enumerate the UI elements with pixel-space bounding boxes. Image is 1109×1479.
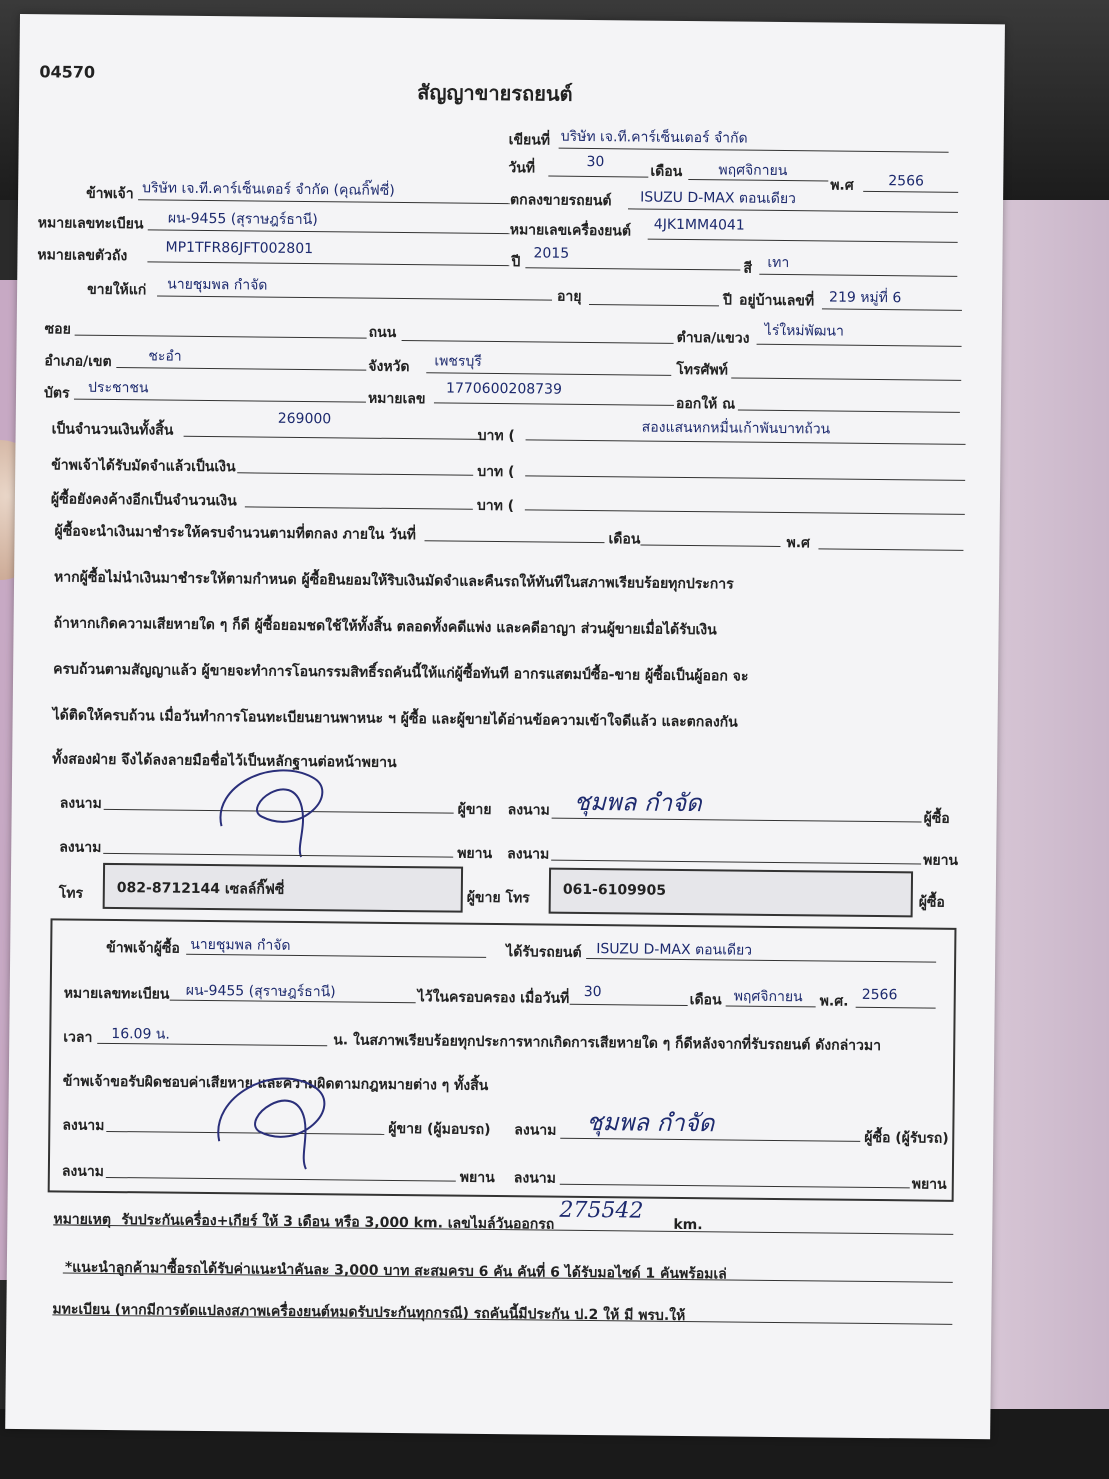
model-year-label: ปี (511, 254, 521, 271)
seller-signature (201, 746, 352, 858)
buyer-sign-label: ลงนาม (507, 802, 550, 819)
mileage-value: 275542 (559, 1197, 644, 1224)
buyer-signature: ชุมพล กำจัด (573, 787, 702, 818)
mileage-km: km. (673, 1216, 703, 1234)
plate-label: หมายเลขทะเบียน (37, 215, 144, 233)
deposit-line (237, 472, 473, 475)
receipt-liability: ข้าพเจ้าขอรับผิดชอบค่าเสียหาย และความผิดตามกฎหมายต่าง ๆ ทั้งสิ้น (62, 1073, 489, 1094)
deposit-baht-label: บาท ( (477, 463, 515, 481)
receipt-buyer-name: นายชุมพล กำจัด (190, 936, 291, 954)
receipt-month-label: เดือน (689, 992, 722, 1009)
pay-day-line (425, 540, 605, 543)
witness1-role-label: พยาน (457, 845, 493, 862)
receipt-year: 2566 (861, 986, 898, 1004)
remaining-label: ผู้ซื้อยังคงค้างอีกเป็นจำนวนเงิน (50, 491, 237, 510)
witness1-sign-label: ลงนาม (59, 839, 102, 856)
terms-line-3: ครบถ้วนตามสัญญาแล้ว ผู้ขายจะทำการโอนกรรมสิทธิ์รถคันนี้ให้แก่ผู้ซื้อทันที อากรแสตมป์ซื้อ-ขาย ผู้ซื้อเป็นผู้ออก จะ (53, 661, 749, 685)
remaining-baht-label: บาท ( (476, 497, 515, 515)
receipt-plate-label: หมายเลขทะเบียน (63, 985, 170, 1003)
day-value: 30 (586, 153, 605, 171)
receipt-received-label: ได้รับรถยนต์ (506, 944, 582, 961)
total-label: เป็นจำนวนเงินทั้งสิ้น (51, 421, 174, 439)
seller-name: บริษัท เจ.ที.คาร์เซ็นเตอร์ จำกัด (คุณกิ๊ฟซี่) (142, 180, 395, 199)
terms-line-2: ถ้าหากเกิดความเสียหายใด ๆ ก็ดี ผู้ซื้อยอมชดใช้ให้ทั้งสิ้น ตลอดทั้งคดีแพ่ง และคดีอาญา ส่วนผู้ขายเมื่อได้รับเงิน (53, 615, 717, 639)
written-at-label: เขียนที่ (508, 132, 551, 149)
receipt-year-label: พ.ศ. (819, 993, 849, 1010)
address-value: 219 หมู่ที่ 6 (828, 289, 902, 307)
i-label: ข้าพเจ้า (86, 185, 134, 203)
receipt-possession-label: ไว้ในครอบครอง เมื่อวันที่ (417, 989, 570, 1007)
address-line (822, 308, 962, 310)
receipt-buyer-role: ผู้ซื้อ (ผู้รับรถ) (864, 1129, 949, 1147)
engine-line (648, 239, 958, 243)
agree-label: ตกลงขายรถยนต์ (509, 192, 612, 210)
road-label: ถนน (368, 324, 397, 341)
province-label: จังหวัด (368, 358, 410, 376)
card-label: บัตร (43, 385, 70, 402)
pay-year-line (818, 548, 963, 551)
buyer-role-label: ผู้ซื้อ (923, 810, 950, 827)
seller-tel-box (103, 863, 463, 913)
remaining-words-line (525, 509, 965, 515)
phone-label: โทรศัพท์ (676, 361, 729, 379)
chassis-line (147, 261, 509, 266)
district-label: อำเภอ/เขต (44, 353, 112, 370)
seller-role-label: ผู้ขาย (457, 801, 492, 818)
pay-year-label: พ.ศ (786, 535, 811, 552)
province-line (426, 372, 671, 376)
pay-month-label: เดือน (608, 531, 641, 548)
engine-label: หมายเลขเครื่องยนต์ (509, 222, 632, 240)
year-label: พ.ศ (830, 177, 854, 194)
witness2-sign-label: ลงนาม (507, 846, 550, 863)
footer-line-2: มทะเบียน (หากมีการดัดแปลงสภาพเครื่องยนต์หมดรับประกันทุกกรณี) รถคันนี้มีประกัน ป.2 ให้ มี พรบ.ให้ (52, 1301, 686, 1325)
receipt-seller-signature (204, 1056, 355, 1168)
model-year-line (525, 267, 740, 270)
receipt-witness1-label: ลงนาม (61, 1163, 105, 1180)
witness2-sign-line (551, 860, 921, 865)
note-label: หมายเหตุ (53, 1211, 112, 1229)
receipt-seller-role: ผู้ขาย (ผู้มอบรถ) (388, 1120, 491, 1138)
soi-label: ซอย (44, 321, 71, 338)
written-at-line (559, 148, 949, 153)
pay-month-line (640, 545, 780, 547)
contract-title: สัญญาขายรถยนต์ (417, 80, 573, 106)
receipt-month: พฤศจิกายน (733, 988, 803, 1006)
road-line (402, 340, 674, 344)
footer-line-1: *แนะนำลูกค้ามาซื้อรถได้รับค่าแนะนำคันละ 3,000 บาท สะสมครบ 6 คัน คันที่ 6 ได้รับมอไซด์ 1 คันพร้อมเล่ (64, 1259, 727, 1283)
age-line (589, 304, 719, 306)
receipt-condition: น. ในสภาพเรียบร้อยทุกประการหากเกิดการเสียหายใด ๆ ก็ดีหลังจากที่รับรถยนต์ ดังกล่าวมา (333, 1032, 882, 1055)
terms-line-1: หากผู้ซื้อไม่นำเงินมาชำระให้ตามกำหนด ผู้ซื้อยินยอมให้ริบเงินมัดจำและคืนรถให้ทันทีในสภาพเรียบร้อยทุกประการ (54, 569, 734, 593)
address-label: อยู่บ้านเลขที่ (738, 292, 815, 310)
receipt-buyer-signature: ชุมพล กำจัด (586, 1107, 715, 1138)
chassis-value: MP1TFR86JFT002801 (165, 239, 314, 258)
district-line (116, 367, 366, 371)
buyer-tel-box (549, 868, 913, 918)
form-number: 04570 (39, 62, 96, 82)
card-line (74, 399, 366, 403)
receipt-day: 30 (583, 983, 602, 1001)
plate-line (148, 229, 510, 234)
car-model: ISUZU D-MAX ตอนเดียว (640, 189, 797, 208)
buyer-name-line (157, 295, 552, 300)
total-baht-label: บาท ( (477, 427, 515, 445)
subdistrict-line (757, 344, 962, 347)
seller-tel-label: ผู้ขาย โทร (466, 889, 530, 907)
receipt-time: 16.09 น. (111, 1026, 170, 1043)
color-value: เทา (767, 254, 790, 272)
issued-label: ออกให้ ณ (675, 395, 736, 413)
date-label: วันที่ (508, 160, 536, 177)
contract-paper (5, 14, 1005, 1439)
total-words: สองแสนหกหมื่นเก้าพันบาทถ้วน (641, 419, 831, 438)
id-label: หมายเลข (367, 390, 426, 408)
subdistrict-label: ตำบล/แขวง (676, 329, 750, 347)
receipt-witness1-role: พยาน (459, 1169, 495, 1187)
tel-label: โทร (58, 885, 84, 902)
receipt-witness2-role: พยาน (911, 1176, 947, 1193)
month-value: พฤศจิกายน (718, 162, 788, 180)
district-value: ชะอำ (148, 348, 182, 365)
year-value: 2566 (888, 173, 925, 190)
seller-sign-label: ลงนาม (59, 795, 102, 812)
issued-line (738, 410, 960, 413)
total-line (184, 436, 484, 440)
year-line (863, 191, 958, 193)
total-amount: 269000 (277, 410, 332, 428)
receipt-plate: ผน-9455 (สุราษฎร์ธานี) (185, 982, 336, 1001)
buyer-tel: 061-6109905 (562, 881, 667, 899)
soi-line (75, 335, 367, 339)
terms-line-4: ได้ติดให้ครบถ้วน เมื่อวันทำการโอนทะเบียนยานพาหนะ ฯ ผู้ซื้อ และผู้ขายได้อ่านข้อความเข้าใจดีแล้ว และตกลงกัน (52, 707, 738, 731)
receipt-car-model: ISUZU D-MAX ตอนเดียว (596, 941, 753, 959)
seller-tel: 082-8712144 เซลล์กิ๊ฟซี่ (116, 880, 285, 898)
sell-to-label: ขายให้แก่ (87, 281, 147, 299)
terms-line-5: ทั้งสองฝ่าย จึงได้ลงลายมือชื่อไว้เป็นหลักฐานต่อหน้าพยาน (52, 751, 397, 771)
subdistrict-value: ไร่ใหม่พัฒนา (764, 322, 844, 340)
note-text: รับประกันเครื่อง+เกียร์ ให้ 3 เดือน หรือ 3,000 km. เลขไมล์วันออกรถ (121, 1212, 555, 1233)
month-label: เดือน (650, 163, 683, 180)
total-words-line (526, 439, 966, 445)
buyer-name: นายชุมพล กำจัด (167, 276, 268, 294)
color-label: สี (743, 260, 753, 277)
card-value: ประชาชน (88, 379, 149, 397)
pay-within-label: ผู้ซื้อจะนำเงินมาชำระให้ครบจำนวนตามที่ตกลง ภายใน วันที่ (54, 523, 417, 544)
receipt-time-label: เวลา (63, 1029, 93, 1046)
model-year-value: 2015 (533, 245, 570, 262)
deposit-words-line (525, 475, 965, 481)
years-label: ปี (722, 292, 733, 309)
written-at-value: บริษัท เจ.ที.คาร์เซ็นเตอร์ จำกัด (560, 128, 748, 147)
remaining-line (245, 506, 473, 509)
receipt-seller-sign-label: ลงนาม (62, 1117, 105, 1134)
id-value: 1770600208739 (446, 380, 562, 398)
receipt-buyer-sign-label: ลงนาม (514, 1122, 557, 1139)
chassis-label: หมายเลขตัวถัง (37, 247, 128, 265)
witness2-role-label: พยาน (923, 852, 959, 869)
color-line (759, 274, 957, 277)
province-value: เพชรบุรี (434, 353, 482, 370)
buyer-tel-role: ผู้ซื้อ (918, 894, 945, 911)
id-line (434, 402, 674, 406)
receipt-buyer-label: ข้าพเจ้าผู้ซื้อ (106, 939, 180, 957)
receipt-witness2-label: ลงนาม (513, 1170, 556, 1187)
age-label: อายุ (556, 288, 582, 305)
day-line (548, 176, 648, 178)
engine-value: 4JK1MM4041 (653, 216, 745, 234)
plate-value: ผน-9455 (สุราษฎร์ธานี) (167, 210, 318, 229)
deposit-label: ข้าพเจ้าได้รับมัดจำแล้วเป็นเงิน (51, 457, 236, 476)
phone-line (731, 377, 961, 380)
